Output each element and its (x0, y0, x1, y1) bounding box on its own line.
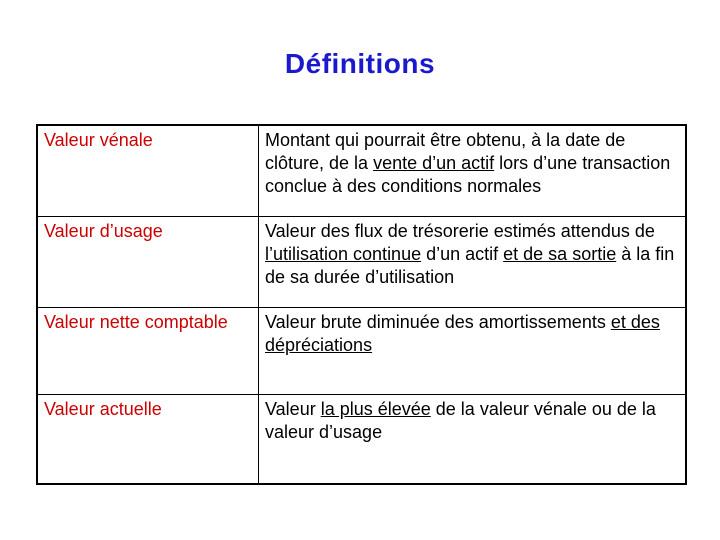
term-cell: Valeur actuelle (37, 395, 259, 485)
underlined-text: et des dépréciations (265, 312, 660, 355)
table-row (37, 125, 686, 217)
page-title: Définitions (284, 48, 436, 79)
underlined-text: vente d’un actif (373, 153, 495, 173)
definition-text: à la fin de sa durée d’utilisation (265, 244, 675, 287)
definition-text: d’un actif (421, 244, 504, 264)
definition-text: Valeur (265, 399, 321, 419)
definition-text: lors d’une transaction conclue à des conditions normales (265, 153, 671, 196)
definition-text: Valeur des flux de trésorerie estimés attendus de (265, 221, 655, 241)
underlined-text: et de sa sortie (503, 244, 617, 264)
definition-text: Montant qui pourrait être obtenu, à la date de clôture, de la (265, 130, 626, 173)
term-cell: Valeur vénale (37, 125, 259, 217)
table-row (37, 395, 686, 485)
definition-text: de la valeur vénale ou de la valeur d’usage (265, 399, 656, 442)
definition-cell (259, 395, 687, 485)
definition-cell (259, 125, 687, 217)
definitions-table (36, 124, 687, 485)
term-cell: Valeur nette comptable (37, 308, 259, 395)
table-row (37, 217, 686, 308)
definition-cell (259, 217, 687, 308)
underlined-text: l’utilisation continue (265, 244, 422, 264)
definition-cell (259, 308, 687, 395)
table-row (37, 308, 686, 395)
underlined-text: la plus élevée (320, 399, 431, 419)
term-cell: Valeur d’usage (37, 217, 259, 308)
definition-text: Valeur brute diminuée des amortissements (265, 312, 611, 332)
